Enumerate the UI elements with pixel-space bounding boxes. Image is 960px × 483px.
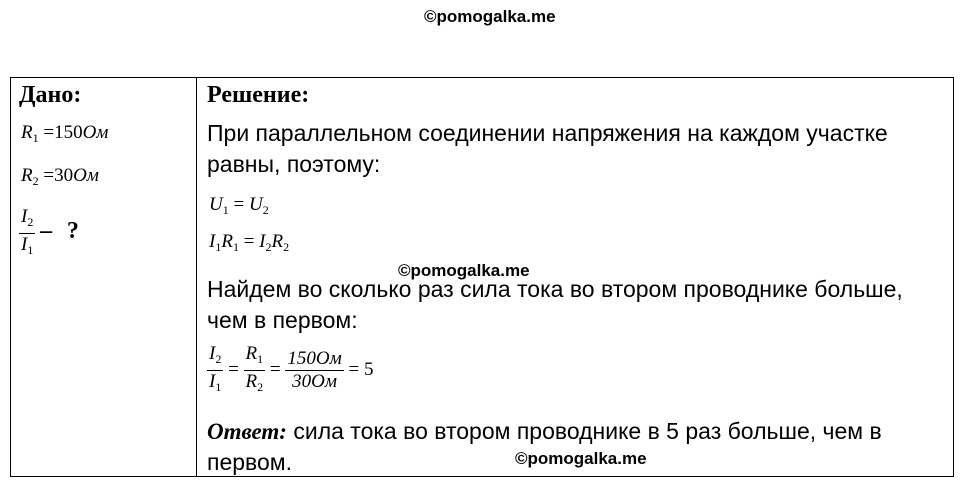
eq1-u2: U (248, 194, 263, 215)
solution-paragraph-1: При параллельном соединении напряжения на каждом участке равны, поэтому: (207, 120, 888, 177)
answer-label: Ответ: (207, 419, 287, 444)
watermark-top: ©pomogalka.me (424, 7, 556, 26)
ratio-equals-3: = (348, 358, 360, 380)
given-heading: Дано: (19, 82, 82, 108)
r2-eq: = (43, 165, 55, 186)
find-dash: – (40, 217, 53, 244)
eq2-i2: I (259, 231, 266, 252)
ratio-current-fraction (207, 343, 223, 398)
find-num-symbol: I (21, 206, 28, 227)
given-cell (11, 78, 197, 477)
r2-unit: Ом (73, 165, 99, 186)
ratio-resistance-fraction (244, 343, 266, 398)
ratio-i1: I (209, 371, 216, 392)
ratio-r1: R (245, 343, 258, 364)
r2-symbol: R (21, 165, 33, 186)
r1-symbol: R (21, 122, 33, 143)
ratio-r2: R (245, 371, 258, 392)
eq2-r1-index: 1 (232, 240, 239, 254)
given-r2 (21, 165, 99, 189)
eq2-i2-index: 2 (265, 240, 272, 254)
ratio-equals-2: = (269, 358, 281, 380)
r2-value: 30 (54, 165, 74, 186)
eq1-u1-index: 1 (222, 203, 229, 217)
r2-index: 2 (32, 174, 39, 188)
r1-eq: = (43, 122, 55, 143)
r1-unit: Ом (82, 122, 109, 143)
ratio-result: 5 (363, 358, 374, 380)
ratio-value-denominator: 30Ом (292, 371, 337, 392)
given-find (19, 206, 79, 261)
equation-current-resistance (209, 231, 289, 255)
find-den-symbol: I (21, 234, 28, 255)
ratio-i1-index: 1 (215, 380, 222, 394)
find-fraction (19, 206, 35, 261)
equation-ratio (207, 343, 373, 398)
ratio-r2-index: 2 (257, 380, 264, 394)
watermark-middle: ©pomogalka.me (398, 261, 530, 280)
r1-value: 150 (54, 122, 83, 143)
watermark-bottom: ©pomogalka.me (515, 449, 647, 468)
eq2-i1-index: 1 (215, 240, 222, 254)
ratio-r1-index: 1 (257, 352, 264, 366)
eq2-r2: R (271, 231, 284, 252)
ratio-i2-index: 2 (215, 352, 222, 366)
solution-cell (197, 78, 954, 477)
find-question-mark: ? (66, 217, 79, 244)
solution-heading: Решение: (207, 82, 310, 108)
eq1-equals: = (233, 194, 245, 215)
answer-text: сила тока во втором проводнике в 5 раз больше, чем в первом. (207, 418, 882, 475)
r1-index: 1 (32, 131, 39, 145)
solution-paragraph-2: Найдем во сколько раз сила тока во втором проводнике больше, чем в первом: (207, 276, 903, 333)
find-num-index: 2 (27, 215, 34, 229)
eq2-equals: = (243, 231, 255, 252)
eq1-u1: U (209, 194, 223, 215)
eq2-r2-index: 2 (283, 240, 290, 254)
ratio-values-fraction (285, 348, 343, 393)
equation-voltage (209, 194, 269, 218)
eq2-i1: I (209, 231, 216, 252)
given-r1 (21, 122, 108, 146)
find-den-index: 1 (27, 243, 34, 257)
ratio-i2: I (209, 343, 216, 364)
ratio-value-numerator: 150Ом (287, 348, 342, 369)
eq2-r1: R (221, 231, 233, 252)
eq1-u2-index: 2 (262, 203, 269, 217)
ratio-equals-1: = (228, 358, 239, 380)
